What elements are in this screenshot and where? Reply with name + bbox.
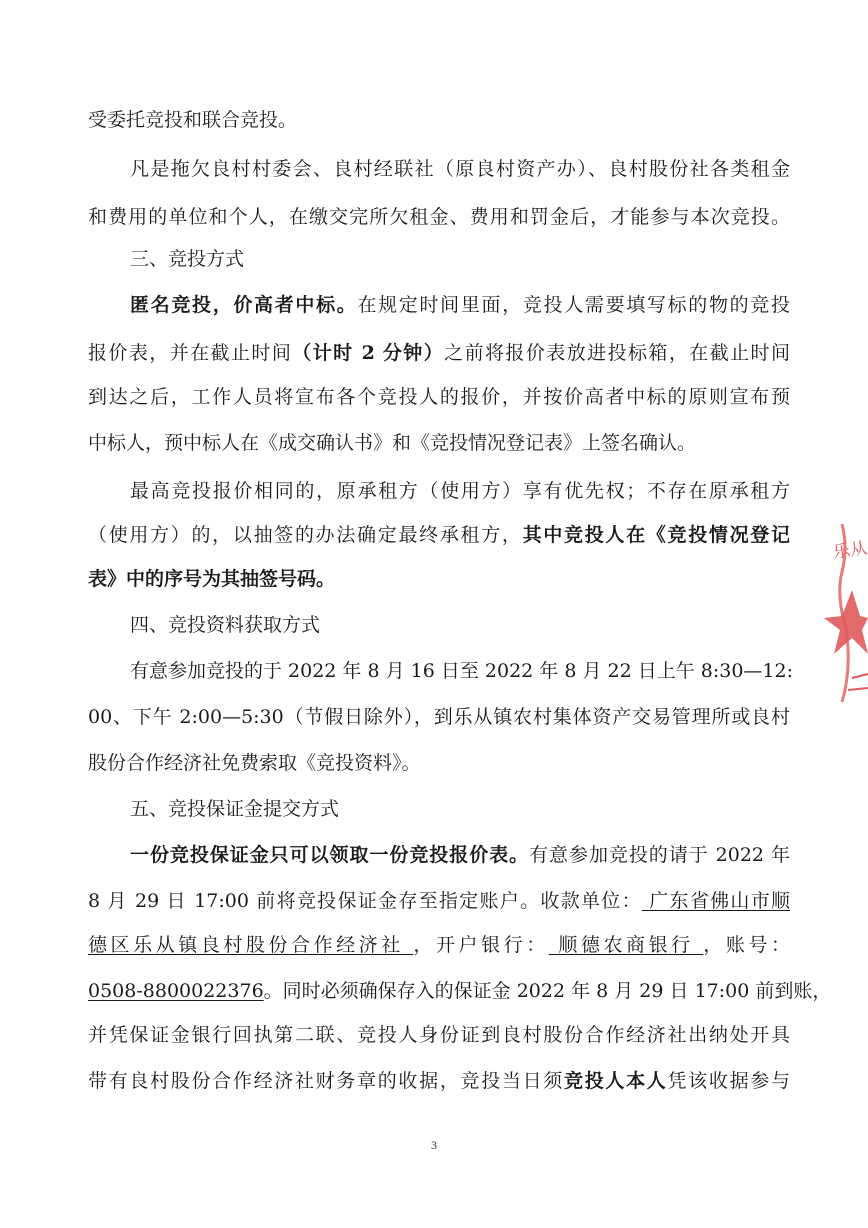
- paragraph-line: 最高竞投报价相同的，原承租方（使用方）享有优先权；不存在原承租方: [130, 480, 790, 502]
- red-seal-stamp-icon: [812, 518, 868, 708]
- bold-text: 表》中的序号为其抽签号码。: [88, 568, 336, 590]
- paragraph-line: 凡是拖欠良村村委会、良村经联社（原良村资产办）、良村股份社各类租金: [130, 158, 790, 180]
- bold-text: 一份竞投保证金只可以领取一份竞投报价表。: [130, 844, 530, 866]
- account-number-underlined: 0508-8800022376: [88, 980, 264, 1002]
- section-heading: 四、竞投资料获取方式: [130, 614, 321, 636]
- payee-name-underlined: 广东省佛山市顺: [641, 890, 790, 912]
- paragraph-line: 带有良村股份合作经济社财务章的收据，竞投当日须竞投人本人凭该收据参与: [88, 1070, 790, 1092]
- bold-text: 竞投人本人: [564, 1070, 668, 1092]
- paragraph-line: 到达之后，工作人员将宣布各个竞投人的报价，并按价高者中标的原则宣布预: [88, 386, 790, 408]
- paragraph-line: 受委托竞投和联合竞投。: [88, 109, 298, 131]
- paragraph-line: 8 月 29 日 17:00 前将竞投保证金存至指定账户。收款单位： 广东省佛山市顺: [88, 890, 790, 912]
- paragraph-line: 德区乐从镇良村股份合作经济社 ，开户银行： 顺德农商银行 ，账号：: [88, 934, 790, 956]
- page-number: 3: [431, 1138, 437, 1152]
- section-heading: 三、竞投方式: [130, 248, 245, 270]
- bold-text: 匿名竞投，价高者中标。: [130, 294, 358, 316]
- paragraph-line: 0508-8800022376。同时必须确保存入的保证金 2022 年 8 月 29 日 17:00 前到账，: [88, 980, 832, 1002]
- paragraph-line: 一份竞投保证金只可以领取一份竞投报价表。有意参加竞投的请于 2022 年: [130, 844, 790, 866]
- bold-text: 其中竞投人在《竞投情况登记: [522, 524, 790, 546]
- paragraph-line: 股份合作经济社免费索取《竞投资料》。: [88, 752, 421, 774]
- paragraph-line: 中标人，预中标人在《成交确认书》和《竞投情况登记表》上签名确认。: [88, 432, 697, 454]
- paragraph-line: 匿名竞投，价高者中标。在规定时间里面，竞投人需要填写标的物的竞投: [130, 294, 790, 316]
- paragraph-line: 并凭保证金银行回执第二联、竞投人身份证到良村股份合作经济社出纳处开具: [88, 1024, 790, 1046]
- paragraph-line: 有意参加竞投的于 2022 年 8 月 16 日至 2022 年 8 月 22 日上午 8:30—12:: [130, 660, 793, 682]
- svg-text:乐从: 乐从: [831, 538, 868, 563]
- bank-name-underlined: 顺德农商银行: [548, 934, 704, 956]
- paragraph-line: 报价表，并在截止时间（计时 2 分钟）之前将报价表放进投标箱，在截止时间: [88, 342, 790, 364]
- bold-text: （计时 2 分钟）: [292, 342, 445, 364]
- section-heading: 五、竞投保证金提交方式: [130, 798, 340, 820]
- paragraph-line: 00、下午 2:00—5:30（节假日除外），到乐从镇农村集体资产交易管理所或良村: [88, 706, 790, 728]
- payee-name-underlined: 德区乐从镇良村股份合作经济社: [88, 934, 414, 956]
- paragraph-line: 和费用的单位和个人，在缴交完所欠租金、费用和罚金后，才能参与本次竞投。: [88, 206, 790, 228]
- paragraph-line: [88, 566, 790, 592]
- paragraph-line: （使用方）的，以抽签的办法确定最终承租方，其中竞投人在《竞投情况登记: [88, 524, 790, 546]
